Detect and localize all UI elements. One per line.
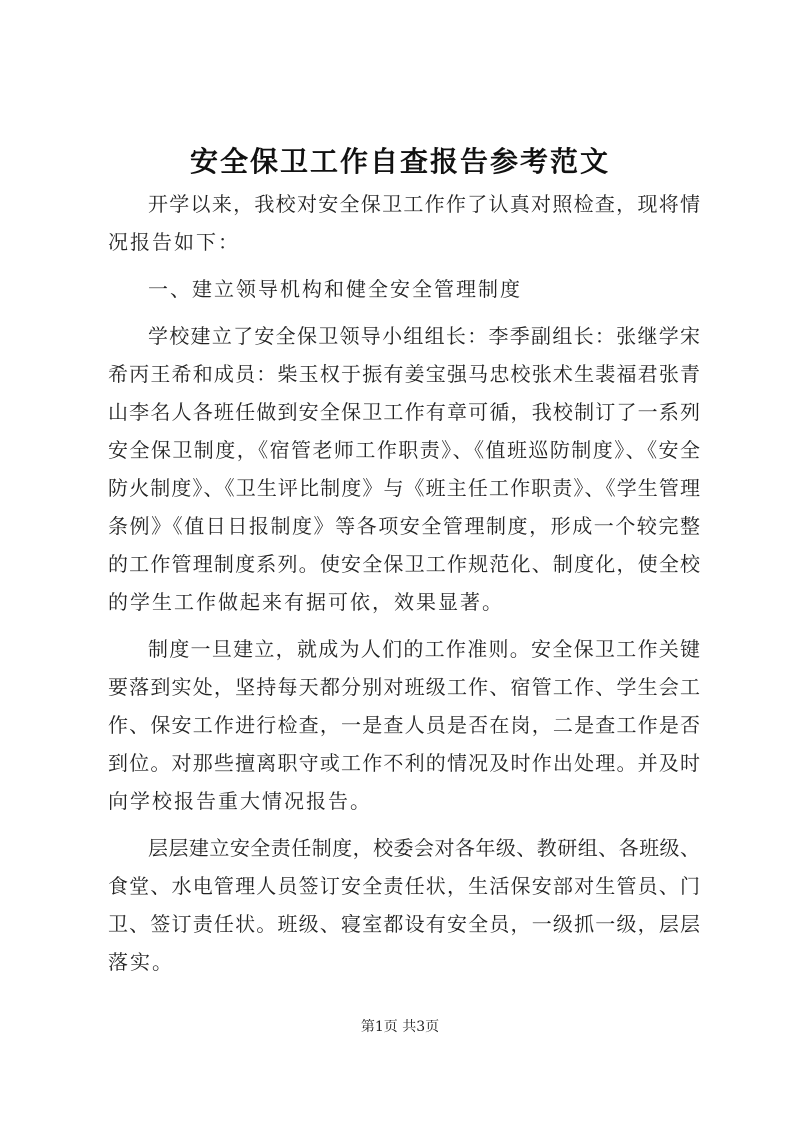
text-line: 况报告如下： [108, 230, 240, 254]
text-line: 一、建立领导机构和健全安全管理制度 [148, 277, 522, 301]
text-line: 作、保安工作进行检查，一是查人员是否在岗，二是查工作是否 [108, 713, 700, 737]
text-line: 希丙王希和成员：柴玉权于振有姜宝强马忠校张术生裴福君张青 [108, 362, 700, 386]
text-line: 制度一旦建立，就成为人们的工作准则。安全保卫工作关键 [148, 637, 700, 661]
text-line: 条例》《值日日报制度》等各项安全管理制度，形成一个较完整 [108, 514, 700, 538]
document-title: 安全保卫工作自查报告参考范文 [189, 145, 610, 178]
text-line: 层层建立安全责任制度，校委会对各年级、教研组、各班级、 [148, 836, 700, 860]
page-footer: 第1页 共3页 [360, 1019, 440, 1035]
text-line: 学校建立了安全保卫领导小组组长：李季副组长：张继学宋 [148, 324, 700, 348]
text-line: 安全保卫制度，《宿管老师工作职责》、《值班巡防制度》、《安全 [108, 438, 700, 462]
text-line: 到位。对那些擅离职守或工作不利的情况及时作出处理。并及时 [108, 751, 700, 775]
text-line: 的学生工作做起来有据可依，效果显著。 [108, 590, 504, 614]
text-line: 落实。 [108, 950, 174, 974]
text-line: 向学校报告重大情况报告。 [108, 789, 372, 813]
paragraph [108, 829, 700, 981]
paragraph [108, 317, 700, 621]
text-line: 食堂、水电管理人员签订安全责任状，生活保安部对生管员、门 [108, 874, 700, 898]
text-line: 的工作管理制度系列。使安全保卫工作规范化、制度化，使全校 [108, 552, 700, 576]
text-line: 防火制度》、《卫生评比制度》与《班主任工作职责》、《学生管理 [108, 476, 700, 500]
text-line: 开学以来，我校对安全保卫工作作了认真对照检查，现将情 [148, 192, 700, 216]
paragraph [108, 270, 700, 308]
text-line: 要落到实处，坚持每天都分别对班级工作、宿管工作、学生会工 [108, 675, 700, 699]
paragraph [108, 185, 700, 261]
text-line: 山李名人各班任做到安全保卫工作有章可循，我校制订了一系列 [108, 400, 700, 424]
document-body [108, 185, 700, 990]
paragraph [108, 630, 700, 820]
text-line: 卫、签订责任状。班级、寝室都设有安全员，一级抓一级，层层 [108, 912, 700, 936]
